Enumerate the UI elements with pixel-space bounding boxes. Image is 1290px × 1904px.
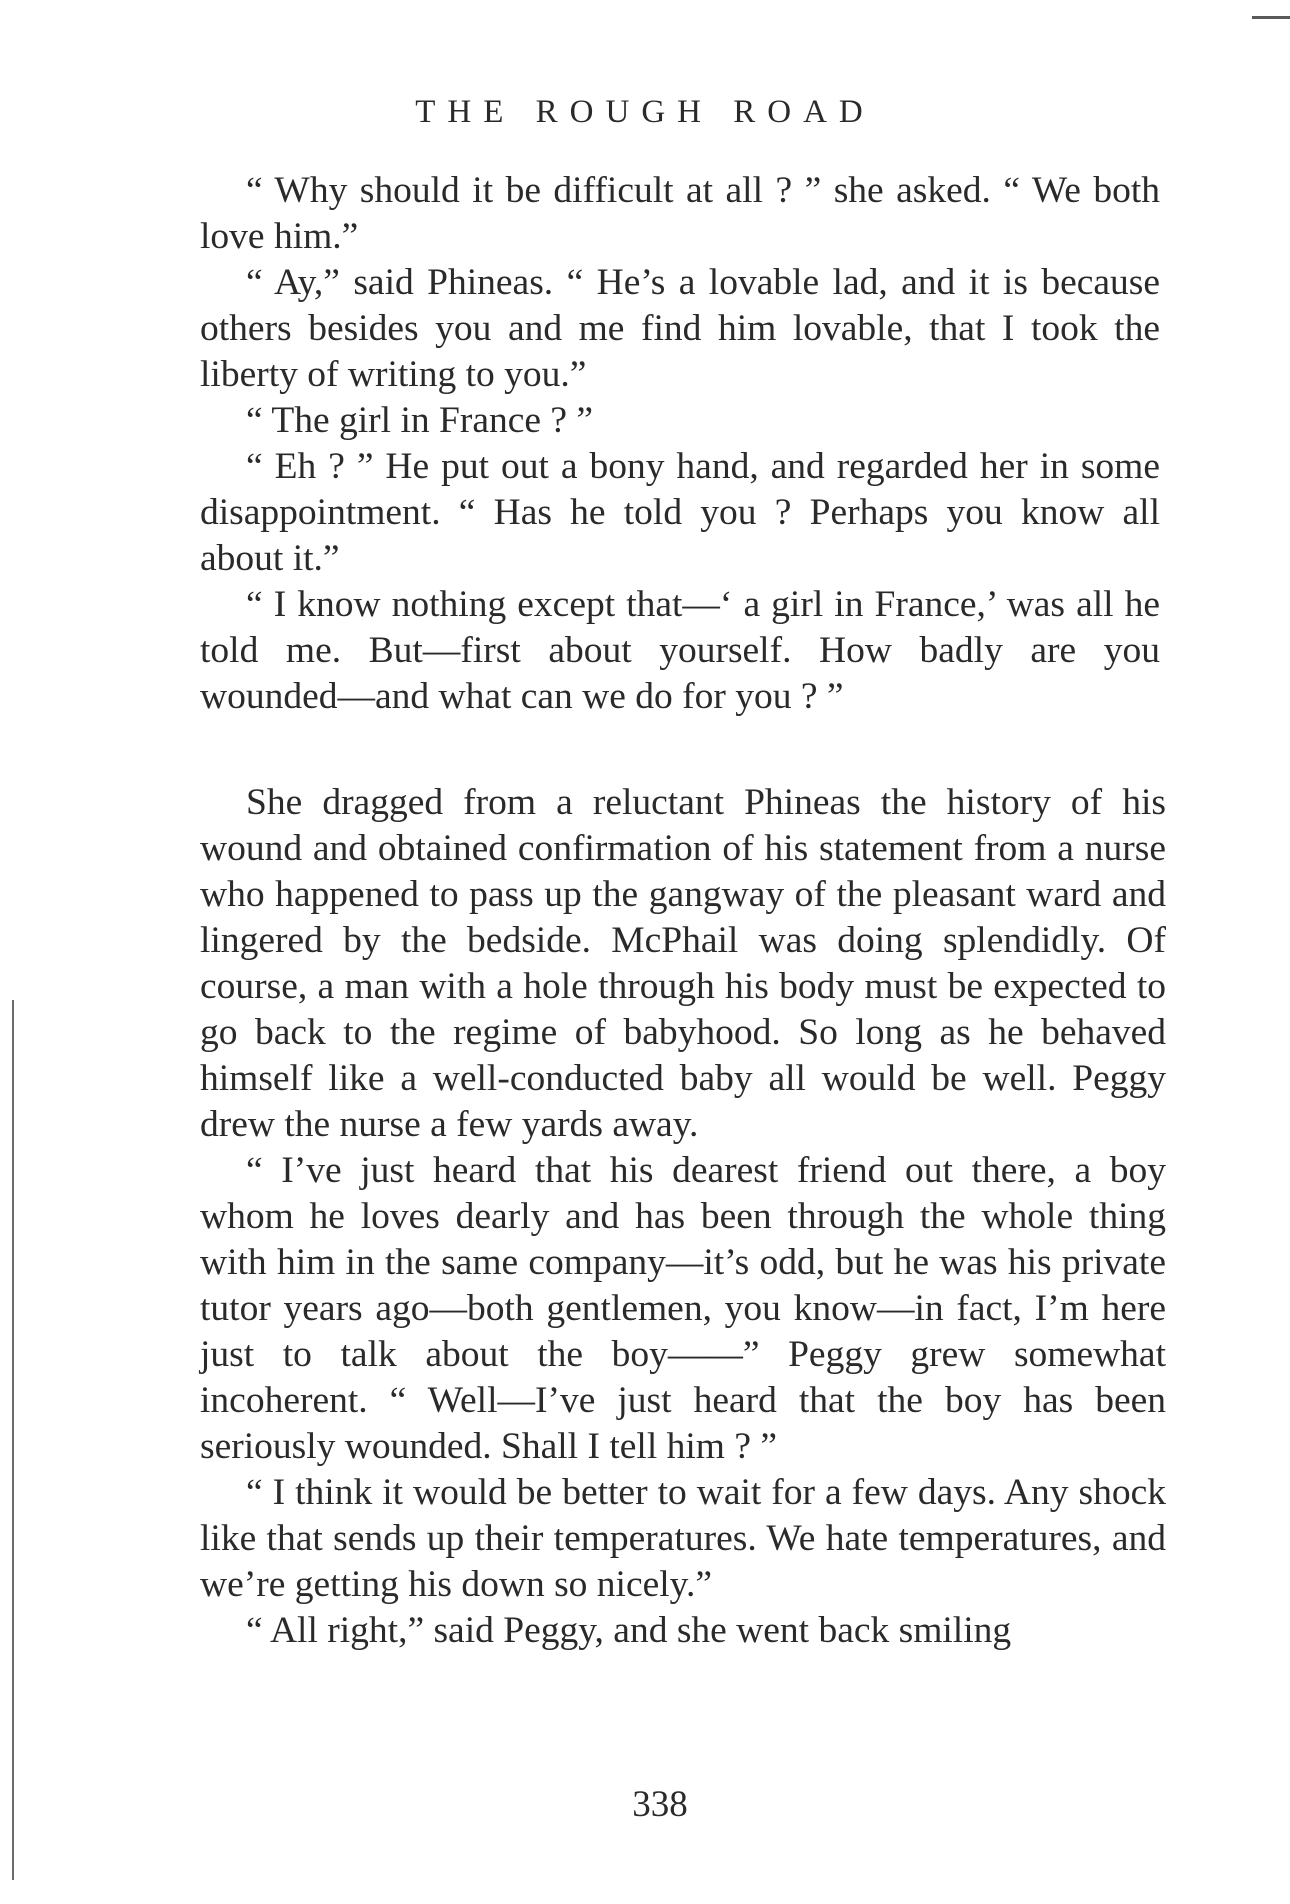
- binding-edge: [12, 1000, 14, 1880]
- paragraph: “ Eh ? ” He put out a bony hand, and regarded her in some disappointment. “ Has he told you ? Perhaps you know all about it.”: [200, 446, 1160, 579]
- paragraph: “ All right,” said Peggy, and she went back smiling: [246, 1610, 1012, 1651]
- running-head: THE ROUGH ROAD: [415, 94, 875, 130]
- paragraph: “ I know nothing except that—‘ a girl in France,’ was all he told me. But—first about yourself. How badly are you wounded—and what can we do for you ? ”: [200, 584, 1160, 717]
- page-edge-mark: [1252, 16, 1290, 19]
- paragraph: “ Ay,” said Phineas. “ He’s a lovable lad, and it is because others besides you and me find him lovable, that I took the liberty of writing to you.”: [200, 262, 1160, 395]
- body-text-lower: [200, 780, 1166, 1654]
- paragraph: “ Why should it be difficult at all ? ” she asked. “ We both love him.”: [200, 170, 1160, 257]
- paragraph: “ I think it would be better to wait for a few days. Any shock like that sends up their temperatures. We hate temperatures, and we’re getting his down so nicely.”: [200, 1472, 1166, 1605]
- page-number: 338: [632, 1784, 688, 1825]
- body-text-upper: [200, 168, 1160, 720]
- paragraph: “ The girl in France ? ”: [246, 400, 594, 441]
- paragraph: She dragged from a reluctant Phineas the history of his wound and obtained confirmation of his statement from a nurse who happened to pass up the gangway of the pleasant ward and lingered by the bedside. McPhail was doing splendidly. Of course, a man with a hole through his body must be expected to go back to the regime of babyhood. So long as he behaved himself like a well-conducted baby all would be well. Peggy drew the nurse a few yards away.: [200, 782, 1166, 1145]
- paragraph: “ I’ve just heard that his dearest friend out there, a boy whom he loves dearly and has been through the whole thing with him in the same company—it’s odd, but he was his private tutor years ago—both gentlemen, you know—in fact, I’m here just to talk about the boy——” Peggy grew somewhat incoherent. “ Well—I’ve just heard that the boy has been seriously wounded. Shall I tell him ? ”: [200, 1150, 1166, 1467]
